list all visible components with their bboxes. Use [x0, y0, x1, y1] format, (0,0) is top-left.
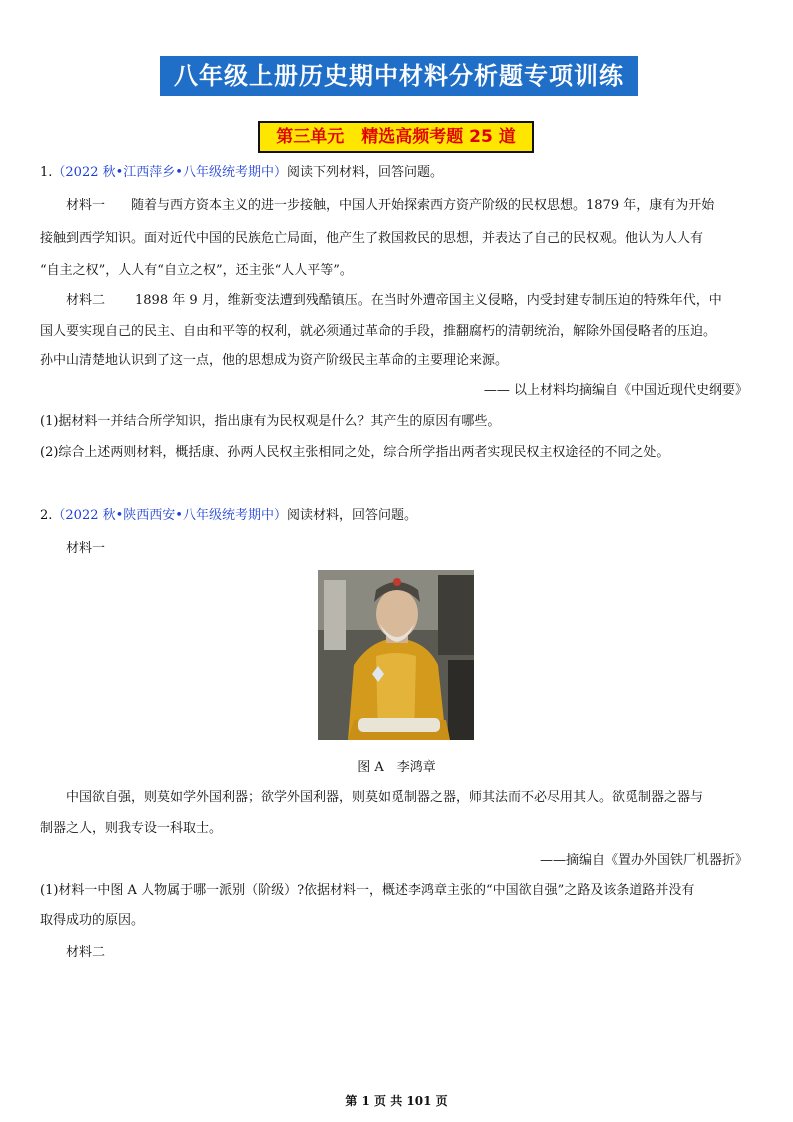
material-text: 随着与西方资本主义的进一步接触，中国人开始探索西方资产阶级的民权思想。1879 年，康有为开始: [131, 198, 715, 213]
sub-question: (1)据材料一并结合所学知识，指出康有为民权观是什么？其产生的原因有哪些。: [40, 414, 501, 429]
material-line: 国人要实现自己的民主、自由和平等的权利，就必须通过革命的手段，推翻腐朽的清朝统治，解除外国侵略者的压迫。: [40, 324, 717, 339]
question-2-header: [40, 506, 417, 526]
material-label: 材料二: [66, 945, 106, 960]
question-1-header: [40, 163, 443, 183]
li-hongzhang-photo: [318, 570, 474, 740]
question-number: 2.: [40, 508, 53, 523]
figure-caption: 图 A 李鸿章: [357, 760, 436, 775]
material-line: 孙中山清楚地认识到了这一点，他的思想成为资产阶级民主革命的主要理论来源。: [40, 353, 509, 368]
material-line: “自主之权”，人人有“自立之权”，还主张“人人平等”。: [40, 263, 353, 278]
sub-question: 取得成功的原因。: [40, 913, 145, 928]
material-label: 材料一: [66, 198, 106, 213]
citation: —— 以上材料均摘编自《中国近现代史纲要》: [483, 383, 748, 398]
citation: ——摘编自《置办外国铁厂机器折》: [539, 853, 748, 868]
unit-heading: 第三单元 精选高频考题 25 道: [258, 121, 534, 153]
sub-question: (1)材料一中图 A 人物属于哪一派别（阶级）?依据材料一，概述李鸿章主张的“中国欲自强”之路及该条道路并没有: [40, 883, 695, 898]
page-number: 第 1 页 共 101 页: [345, 1094, 448, 1108]
material-line: [66, 291, 722, 311]
page-title: 八年级上册历史期中材料分析题专项训练: [160, 56, 638, 96]
question-source: （2022 秋•江西萍乡•八年级统考期中）: [52, 165, 287, 180]
question-number: 1.: [40, 165, 53, 180]
material-text: 1898 年 9 月，维新变法遭到残酷镇压。在当时外遭帝国主义侵略，内受封建专制压迫的特殊年代，中: [135, 293, 722, 308]
quote-line: 中国欲自强，则莫如学外国利器；欲学外国利器，则莫如觅制器之器，师其法而不必尽用其人。欲觅制器之器与: [66, 790, 704, 805]
sub-question: (2)综合上述两则材料，概括康、孙两人民权主张相同之处，综合所学指出两者实现民权主权途径的不同之处。: [40, 445, 670, 460]
question-prompt: 阅读材料，回答问题。: [286, 508, 417, 523]
material-label: 材料二: [66, 293, 106, 308]
question-source: （2022 秋•陕西西安•八年级统考期中）: [52, 508, 287, 523]
question-prompt: 阅读下列材料，回答问题。: [286, 165, 443, 180]
material-label: 材料一: [66, 541, 106, 556]
material-line: 接触到西学知识。面对近代中国的民族危亡局面，他产生了救国救民的思想，并表达了自己的民权观。他认为人人有: [40, 231, 704, 246]
material-line: [66, 196, 714, 216]
quote-line: 制器之人，则我专设一科取士。: [40, 821, 223, 836]
